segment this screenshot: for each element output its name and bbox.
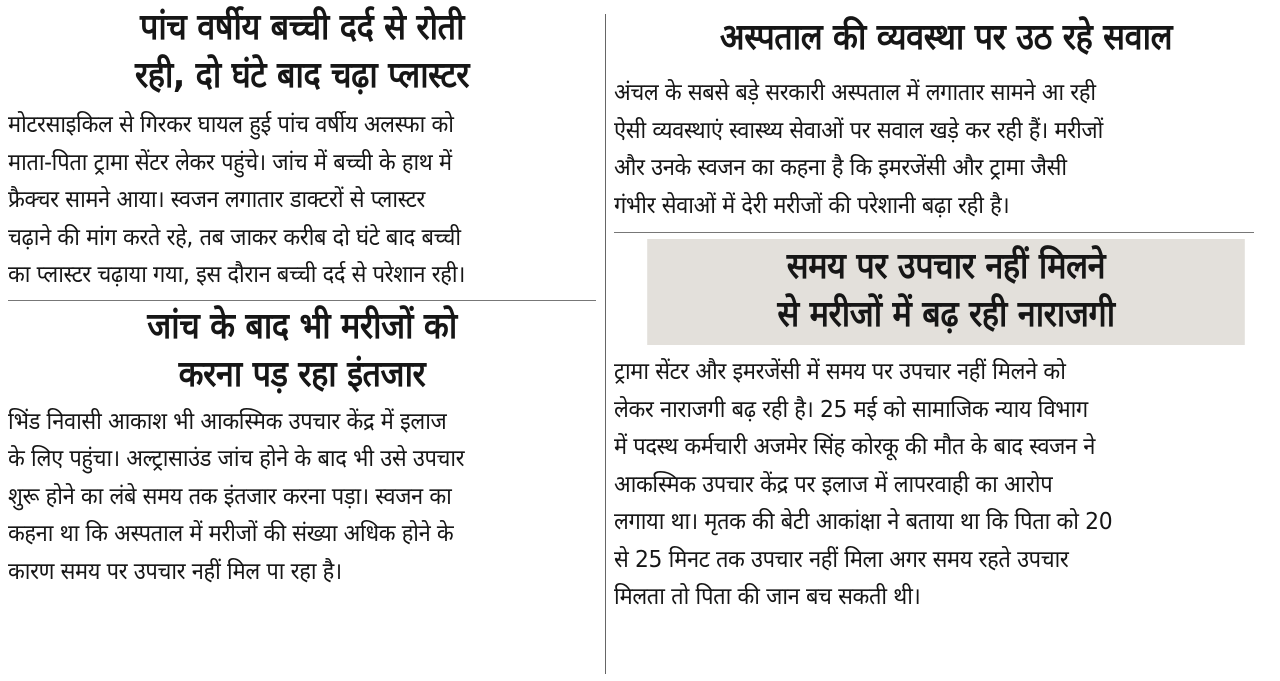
story-body: अंचल के सबसे बड़े सरकारी अस्पताल में लगातार सामने आ रही ऐसी व्यवस्थाएं स्वास्थ्य सेवाओं पर सवाल खड़े कर रही हैं। मरीजों और उनके स्वजन का कहना है कि इमरजेंसी और ट्रामा जैसी गंभीर सेवाओं में देरी मरीजों की परेशानी बढ़ा रही है। [614, 78, 1103, 219]
headline: जांच के बाद भी मरीजों को करना पड़ रहा इंतजार [147, 305, 457, 395]
story-body: ट्रामा सेंटर और इमरजेंसी में समय पर उपचार नहीं मिलने को लेकर नाराजगी बढ़ रही है। 25 मई को सामाजिक न्याय विभाग में पदस्थ कर्मचारी अजमेर सिंह कोरकू की मौत के बाद स्वजन ने आकस्मिक उपचार केंद्र पर इलाज में लापरवाही का आरोप लगाया था। मृतक की बेटी आकांक्षा ने बताया था कि पिता को 20 से 25 मिनट तक उपचार नहीं मिला अगर समय रहते उपचार मिलता तो पिता की जान बच सकती थी। [614, 357, 1113, 610]
headline-box: समय पर उपचार नहीं मिलने से मरीजों में बढ़ रही नाराजगी [647, 239, 1245, 345]
right-column [614, 0, 1278, 616]
story-body: मोटरसाइकिल से गिरकर घायल हुई पांच वर्षीय अलस्फा को माता-पिता ट्रामा सेंटर लेकर पहुंचे। जांच में बच्ची के हाथ में फ्रैक्चर सामने आया। स्वजन लगातार डाक्टरों से प्लास्टर चढ़ाने की मांग करते रहे, तब जाकर करीब दो घंटे बाद बच्ची का प्लास्टर चढ़ाया गया, इस दौरान बच्ची दर्द से परेशान रही। [8, 110, 466, 288]
story-wait-after-test [8, 303, 596, 591]
story-body: भिंड निवासी आकाश भी आकस्मिक उपचार केंद्र में इलाज के लिए पहुंचा। अल्ट्रासाउंड जांच होने के बाद भी उसे उपचार शुरू होने का लंबे समय तक इंतजार करना पड़ा। स्वजन का कहना था कि अस्पताल में मरीजों की संख्या अधिक होने के कारण समय पर उपचार नहीं मिल पा रहा है। [8, 406, 465, 585]
story-hospital-system [614, 14, 1278, 224]
column-divider [605, 14, 606, 674]
left-column [8, 0, 596, 590]
story-patient-anger [614, 239, 1278, 616]
section-divider [8, 300, 596, 301]
section-divider [614, 232, 1254, 233]
story-child-plaster [8, 4, 596, 294]
headline: पांच वर्षीय बच्ची दर्द से रोती रही, दो घंटे बाद चढ़ा प्लास्टर [134, 7, 470, 96]
headline: अस्पताल की व्यवस्था पर उठ रहे सवाल [719, 17, 1173, 58]
